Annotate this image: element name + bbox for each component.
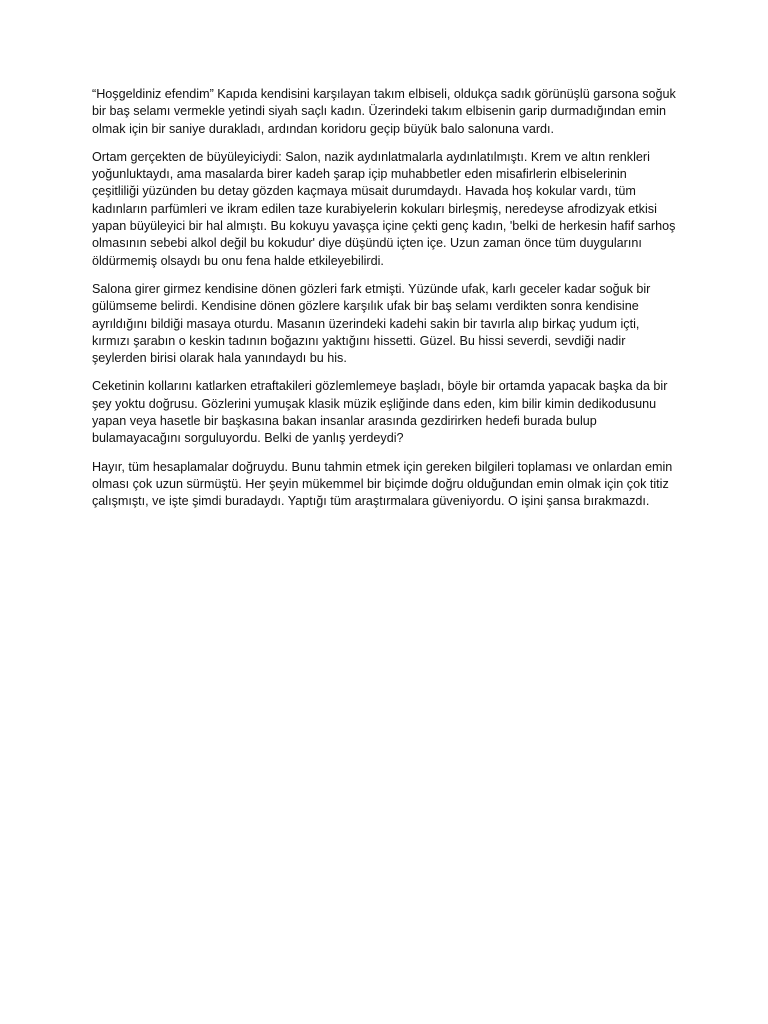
paragraph-1: “Hoşgeldiniz efendim” Kapıda kendisini karşılayan takım elbiseli, oldukça sadık görünüşlü garsona soğuk bir baş selamı vermekle yetindi siyah saçlı kadın. Üzerindeki takım elbisenin garip durmadığından emin olmak için bir saniye durakladı, ardından koridoru geçip büyük balo salonuna vardı. [92, 87, 676, 136]
document-body [92, 86, 676, 522]
paragraph-3: Salona girer girmez kendisine dönen gözleri fark etmişti. Yüzünde ufak, karlı geceler kadar soğuk bir gülümseme belirdi. Kendisine dönen gözlere karşılık ufak bir baş selamı verdikten sonra kendisine ayrıldığını bildiği masaya oturdu. Masanın üzerindeki kadehi sakin bir tavırla alıp birkaç yudum içti, kırmızı şarabın o keskin tadının boğazını yaktığını hissetti. Güzel. Bu hissi severdi, sevdiği nadir şeylerden birisi olarak hala yanındaydı bu his. [92, 281, 651, 366]
paragraph-5: Hayır, tüm hesaplamalar doğruydu. Bunu tahmin etmek için gereken bilgileri toplaması ve onlardan emin olması çok uzun sürmüştü. Her şeyin mükemmel bir biçimde doğru olduğundan emin olmak için çok titiz çalışmıştı, ve işte şimdi buradaydı. Yaptığı tüm araştırmalara güveniyordu. O işini şansa bırakmazdı. [92, 459, 673, 509]
paragraph-4: Ceketinin kollarını katlarken etraftakileri gözlemlemeye başladı, böyle bir ortamda yapacak başka da bir şey yoktu doğrusu. Gözlerini yumuşak klasik müzik eşliğinde dans eden, kim bilir kimin dedikodusunu yapan veya hasetle bir başkasına bakan insanlar arasında gezdirirken hedefi burada bulup bulamayacağını sorguluyordu. Belki de yanlış yerdeydi? [92, 379, 668, 446]
paragraph-2: Ortam gerçekten de büyüleyiciydi: Salon, nazik aydınlatmalarla aydınlatılmıştı. Krem ve altın renkleri yoğunluktaydı, ama masalarda birer kadeh şarap içip muhabbetler eden misafirlerin elbiselerinin çeşitliliği yüzünden bu detay gözden kaçmaya müsait durumdaydı. Havada hoş kokular vardı, tüm kadınların parfümleri ve ikram edilen taze kurabiyelerin kokuları birleşmiş, neredeyse afrodizyak etkisi yapan büyüleyici bir hal almıştı. Bu kokuyu yavaşça içine çekti genç kadın, 'belki de herkesin hafif sarhoş olmasının sebebi alkol değil bu kokudur' diye düşündü içten içe. Uzun zaman önce tüm duygularını öldürmemiş olsaydı bu onu fena halde etkileyebilirdi. [92, 149, 676, 268]
